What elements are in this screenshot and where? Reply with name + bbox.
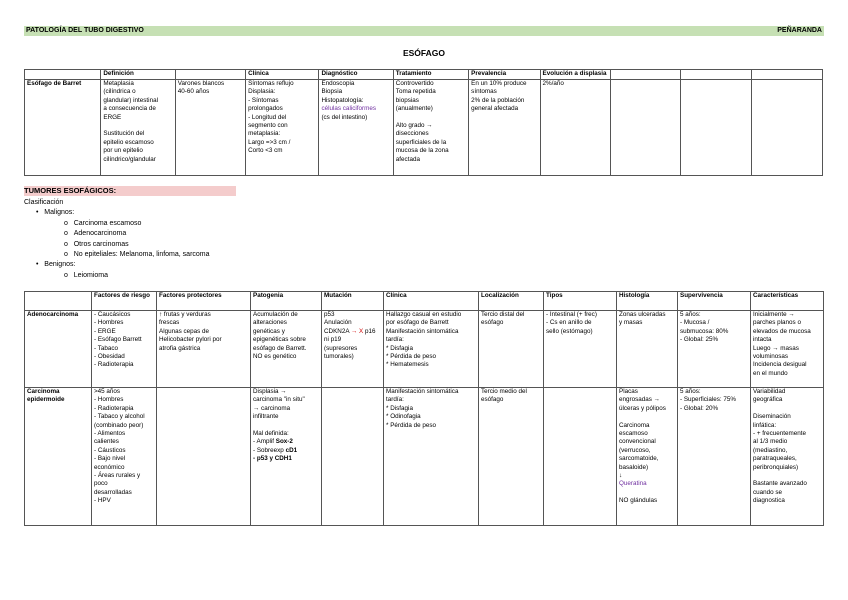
gene-text: CDKN2A (324, 327, 350, 335)
cell-line: (combinado peor) (94, 421, 144, 429)
outline-level1 (24, 208, 210, 218)
cell-line: parches planos o (753, 319, 801, 327)
cell-line: Luego → masas (753, 344, 799, 352)
cell-line: (verrucoso, (619, 446, 651, 454)
cell-localizacion (479, 311, 544, 388)
cell-line: * Hematemesis (386, 361, 429, 369)
circle-bullet-icon: o (64, 219, 74, 227)
cell-line: Bastante avanzado (753, 480, 807, 488)
cell-line: afectada (395, 155, 420, 163)
cell-line: esófago (481, 396, 504, 404)
header-left-title: PATOLOGÍA DEL TUBO DIGESTIVO (26, 27, 144, 34)
outline-label: Otros carcinomas (73, 240, 129, 248)
outline-label: Benignos: (44, 261, 76, 269)
gene-text: Sox-2 (275, 438, 293, 446)
cell-line: En un 10% produce (471, 80, 527, 87)
outline-level2 (24, 240, 210, 250)
cell-line: engrosadas → (619, 396, 660, 404)
cell-line: Sustitución del (103, 130, 145, 138)
cell-line: Histopatología: (321, 96, 364, 104)
cell-line: desarrolladas (94, 488, 132, 496)
cell-line: Helicobacter pylori por (159, 336, 222, 344)
cell-caracteristicas (751, 388, 824, 526)
mutacion-lines (324, 336, 381, 361)
cell-line: voluminosas (753, 353, 788, 361)
cell-line: - + frecuentemente (753, 430, 807, 438)
gene-text: cD1 (285, 446, 298, 454)
outline-label: Malignos: (44, 209, 75, 217)
patogenia-lines (253, 388, 319, 438)
empty-cell (322, 388, 384, 526)
classification-outline (24, 198, 210, 281)
cell-line: - Síntomas (248, 96, 279, 104)
cell-clinica (384, 388, 479, 526)
cell-line: peribronquiales) (753, 463, 799, 471)
cell-line: Placas (619, 388, 638, 395)
diagnostico-lines (321, 80, 390, 105)
cell-line: - Áreas rurales y (94, 472, 141, 480)
cell-line: por un epitelio (103, 147, 143, 155)
header-cell (25, 292, 92, 311)
cell-line: Inicialmente → (753, 311, 795, 318)
cell-line: atrofia gástrica (159, 344, 201, 352)
cell-line: Hallazgo casual en estudio (386, 311, 462, 318)
cell-line: disecciones (395, 130, 429, 138)
cell-line: - Esófago Barrett (94, 336, 142, 344)
empty-cell (610, 80, 680, 176)
cell-line: ↓ (619, 472, 623, 480)
cell-line: - Bajo nivel (94, 455, 126, 463)
header-cell: Clínica (246, 70, 319, 80)
cell-line: - Hombres (94, 396, 124, 404)
header-cell: Patogenia (251, 292, 322, 311)
outline-level1 (24, 260, 210, 270)
header-cell: Características (751, 292, 824, 311)
cell-line: alteraciones (253, 319, 287, 327)
cell-patogenia (251, 311, 322, 388)
cell-line: escamoso (619, 430, 648, 438)
cell-line: - Tabaco (94, 344, 119, 352)
cell-line: esófago de Barrett. (253, 344, 307, 352)
cell-line (753, 405, 821, 413)
cell-line: Toma repetida (395, 88, 436, 96)
cell-line: al 1/3 medio (753, 438, 788, 446)
cell-line: geográfica (753, 396, 783, 404)
empty-cell (751, 80, 822, 176)
cell-line: - Global: 20% (680, 404, 719, 412)
cell-histologia (617, 311, 678, 388)
empty-cell (681, 80, 751, 176)
cell-line: ERGE (103, 113, 122, 121)
patogenia-text: - Sobreexp (253, 446, 286, 454)
barrett-table (24, 69, 823, 176)
cell-definicion (101, 80, 175, 176)
cell-line: económico (94, 463, 125, 471)
patogenia-text: - Amplif (253, 438, 276, 446)
cell-line: genéticas y (253, 327, 285, 335)
header-cell: Definición (101, 70, 175, 80)
cell-line: metaplasia: (248, 130, 281, 138)
bullet-icon: • (36, 261, 45, 269)
cell-line: Mal definida: (253, 430, 289, 438)
header-cell: Prevalencia (469, 70, 540, 80)
row-label: Esófago de Barret (25, 80, 101, 176)
header-cell: Diagnóstico (319, 70, 393, 80)
cell-line (753, 472, 821, 480)
cell-line: (cs del intestino) (321, 113, 368, 121)
cell-patogenia (251, 388, 322, 526)
cell-line: * Pérdida de peso (386, 353, 437, 361)
cell-line: >45 años (94, 388, 121, 395)
cell-line: Tercio distal del (481, 311, 525, 318)
row-label: Carcinoma epidermoide (25, 388, 92, 526)
cell-line: biopsias (395, 96, 419, 104)
cell-line: mucosa de la zona (395, 147, 449, 155)
cell-line (103, 122, 172, 130)
cell-line: 40-60 años (177, 88, 210, 96)
cell-line: 5 años: (680, 388, 701, 395)
cell-line: Síntomas reflujo (248, 80, 294, 87)
cell-tipos (544, 311, 617, 388)
arrow-icon: → (350, 327, 358, 335)
highlight-text: células caliciformes (321, 105, 377, 113)
tumors-table (24, 291, 824, 526)
cell-line: (supresores (324, 344, 358, 352)
cell-line: sello (estómago) (546, 327, 593, 335)
cell-line: - Tabaco y alcohol (94, 413, 145, 421)
cell-line: basaloide) (619, 463, 649, 471)
cell-line: general afectada (471, 105, 519, 113)
cell-line: tardía: (386, 396, 404, 404)
cell-line: tumorales) (324, 353, 354, 361)
cell-line: Corto <3 cm (248, 147, 283, 155)
cell-line: segmento con (248, 122, 288, 130)
cell-line: ni p19 (324, 336, 342, 344)
cell-line: Diseminación (753, 413, 791, 421)
header-cell: Evolución a displasia (540, 70, 610, 80)
circle-bullet-icon: o (64, 271, 74, 279)
cell-histologia (617, 388, 678, 526)
header-cell: Localización (479, 292, 544, 311)
outline-label: No epiteliales: Melanoma, linfoma, sarcoma (73, 251, 210, 259)
cell-line: - Obesidad (94, 353, 125, 361)
header-cell: Histología (617, 292, 678, 311)
cell-line: epigenéticas sobre (253, 336, 306, 344)
cell-line (619, 413, 675, 421)
cell-line: calientes (94, 438, 119, 446)
cell-line: Manifestación sintomática (386, 327, 459, 335)
cell-line: infiltrante (253, 413, 279, 421)
cell-tratamiento (393, 80, 468, 176)
patogenia-line (253, 447, 319, 455)
empty-cell (544, 388, 617, 526)
highlight-text: Queratina (619, 480, 647, 488)
outline-level2 (24, 219, 210, 229)
cell-line: 5 años: (680, 311, 701, 318)
patogenia-line (253, 438, 319, 446)
cell-line: - Longitud del (248, 113, 287, 121)
circle-bullet-icon: o (64, 251, 74, 259)
table-row (25, 311, 824, 388)
cell-line: úlceras y pólipos (619, 404, 666, 412)
outline-label: Leiomioma (73, 271, 108, 279)
cell-clinica (384, 311, 479, 388)
outline-level2 (24, 271, 210, 281)
table-row (25, 388, 824, 526)
cell-line: * Pérdida de peso (386, 421, 437, 429)
cell-line: epitelio escamoso (103, 138, 154, 146)
cell-line: - Hombres (94, 319, 124, 327)
cell-line: cilíndrico/glandular (103, 155, 156, 163)
cell-line: * Odinofagia (386, 413, 421, 421)
table-header-row (25, 292, 824, 311)
outline-label: Carcinoma escamoso (73, 219, 142, 227)
cell-line: Zonas ulceradas (619, 311, 666, 318)
cell-line: frescas (159, 319, 180, 327)
cell-line: Varones blancos (177, 80, 225, 87)
outline-label: Adenocarcinoma (73, 230, 127, 238)
cell-line: - Superficiales: 75% (680, 396, 736, 404)
cell-line: Endoscopia (321, 80, 355, 87)
header-cell: Clínica (384, 292, 479, 311)
header-cell: Tipos (544, 292, 617, 311)
header-cell: Mutación (322, 292, 384, 311)
cell-prevalencia (469, 80, 540, 176)
cell-line: - ERGE (94, 327, 116, 335)
cell-evolucion: 2%/año (540, 80, 610, 176)
cell-line: * Disfagia (386, 404, 413, 412)
cell-supervivencia (678, 388, 751, 526)
cell-line: NO es genético (253, 353, 297, 361)
cell-riesgo (92, 311, 157, 388)
section-heading: TUMORES ESOFÁGICOS: (24, 186, 236, 196)
header-author: PEÑARANDA (777, 27, 822, 34)
cell-epidemiologia (175, 80, 245, 176)
cell-caracteristicas (751, 311, 824, 388)
cell-line: Largo =>3 cm / (248, 138, 291, 146)
header-cell (175, 70, 245, 80)
cell-line: en el mundo (753, 369, 788, 377)
cell-line: a consecuencia de (103, 105, 156, 113)
cell-line: (mediastino, (753, 446, 788, 454)
cell-line: - HPV (94, 497, 111, 505)
cell-line: - Cáusticos (94, 446, 126, 454)
cell-line: Manifestación sintomática (386, 388, 459, 395)
cell-line: Anulación (324, 319, 352, 327)
cell-mutacion (322, 311, 384, 388)
cell-line: convencional (619, 438, 656, 446)
cell-line: sarcomatoide, (619, 455, 659, 463)
page-header-bar (24, 26, 824, 36)
histologia-lines (619, 388, 675, 480)
cell-line: elevados de mucosa (753, 327, 811, 335)
cell-line: Acumulación de (253, 311, 298, 318)
cell-line: paratraqueales, (753, 455, 797, 463)
header-cell: Supervivencia (678, 292, 751, 311)
cell-line: - Mucosa / (680, 319, 710, 327)
cell-line: - Radioterapia (94, 404, 134, 412)
cell-line: Displasia: (248, 88, 276, 96)
cell-line: Tercio medio del (481, 388, 527, 395)
cell-line: Displasia → (253, 388, 287, 395)
cell-line: prolongados (248, 105, 283, 113)
cell-clinica (246, 80, 319, 176)
outline-level2 (24, 229, 210, 239)
cell-line: → carcinoma (253, 404, 291, 412)
cell-line: Metaplasia (103, 80, 134, 87)
outline-level2 (24, 250, 210, 260)
cell-line: Alto grado → (395, 122, 433, 130)
cell-line: Variabilidad (753, 388, 786, 395)
gene-text: p16 (364, 327, 376, 335)
cell-line: Algunas cepas de (159, 327, 210, 335)
cell-line: NO glándulas (619, 496, 658, 504)
cell-line (253, 422, 319, 430)
cell-line: - Cs en anillo de (546, 319, 592, 327)
cell-line: diagnostica (753, 497, 785, 505)
row-label: Adenocarcinoma (25, 311, 92, 388)
cell-line: Controvertido (395, 80, 434, 87)
cell-line: esófago (481, 319, 504, 327)
circle-bullet-icon: o (64, 240, 74, 248)
cell-line: Carcinoma (619, 421, 650, 429)
table-header-row (25, 70, 823, 80)
header-cell (610, 70, 680, 80)
cell-line: carcinoma "in situ" (253, 396, 305, 404)
cell-line: Biopsia (321, 88, 343, 96)
cell-line: superficiales de la (395, 138, 447, 146)
header-cell: Factores protectores (157, 292, 251, 311)
cell-line: síntomas (471, 88, 497, 96)
cell-line: Incidencia desigual (753, 361, 807, 369)
cell-supervivencia (678, 311, 751, 388)
cell-line: glandular) intestinal (103, 96, 158, 104)
bullet-icon: • (36, 209, 45, 217)
cell-line: - Caucásicos (94, 311, 131, 318)
header-cell (751, 70, 822, 80)
cell-line: * Disfagia (386, 344, 413, 352)
cell-line: linfática: (753, 421, 777, 429)
cell-line: 2% de la población (471, 96, 525, 104)
cell-localizacion (479, 388, 544, 526)
table-row (25, 80, 823, 176)
patogenia-line: - p53 y CDH1 (253, 455, 292, 463)
circle-bullet-icon: o (64, 230, 74, 238)
cell-line: - Radioterapia (94, 361, 134, 369)
cell-line: por esófago de Barrett (386, 319, 449, 327)
cell-line: y masas (619, 319, 643, 327)
page-title: ESÓFAGO (402, 48, 446, 58)
outline-heading: Clasificación (24, 199, 64, 206)
cell-riesgo (92, 388, 157, 526)
cross-icon: X (359, 327, 364, 335)
cell-line: poco (94, 480, 108, 488)
cell-line: tardía: (386, 336, 404, 344)
empty-cell (157, 388, 251, 526)
header-cell: Tratamiento (393, 70, 468, 80)
mutacion-lines (324, 311, 381, 328)
cell-diagnostico (319, 80, 393, 176)
cell-line: cuando se (753, 488, 783, 496)
cell-line: - Intestinal (+ frec) (546, 311, 597, 318)
cell-line: (anualmente) (395, 105, 433, 113)
cell-line: - Global: 25% (680, 336, 719, 344)
cell-protectores (157, 311, 251, 388)
header-cell (681, 70, 751, 80)
cell-line: intacta (753, 336, 772, 344)
header-cell (25, 70, 101, 80)
cell-line: ↑ frutas y verduras (159, 311, 211, 318)
cell-line: - Alimentos (94, 430, 126, 438)
cell-line: p53 (324, 311, 335, 318)
mutacion-line (324, 328, 381, 336)
header-cell: Factores de riesgo (92, 292, 157, 311)
cell-line: (cilíndrica o (103, 88, 136, 96)
cell-line (396, 114, 466, 122)
cell-line: submucosa: 80% (680, 327, 729, 335)
